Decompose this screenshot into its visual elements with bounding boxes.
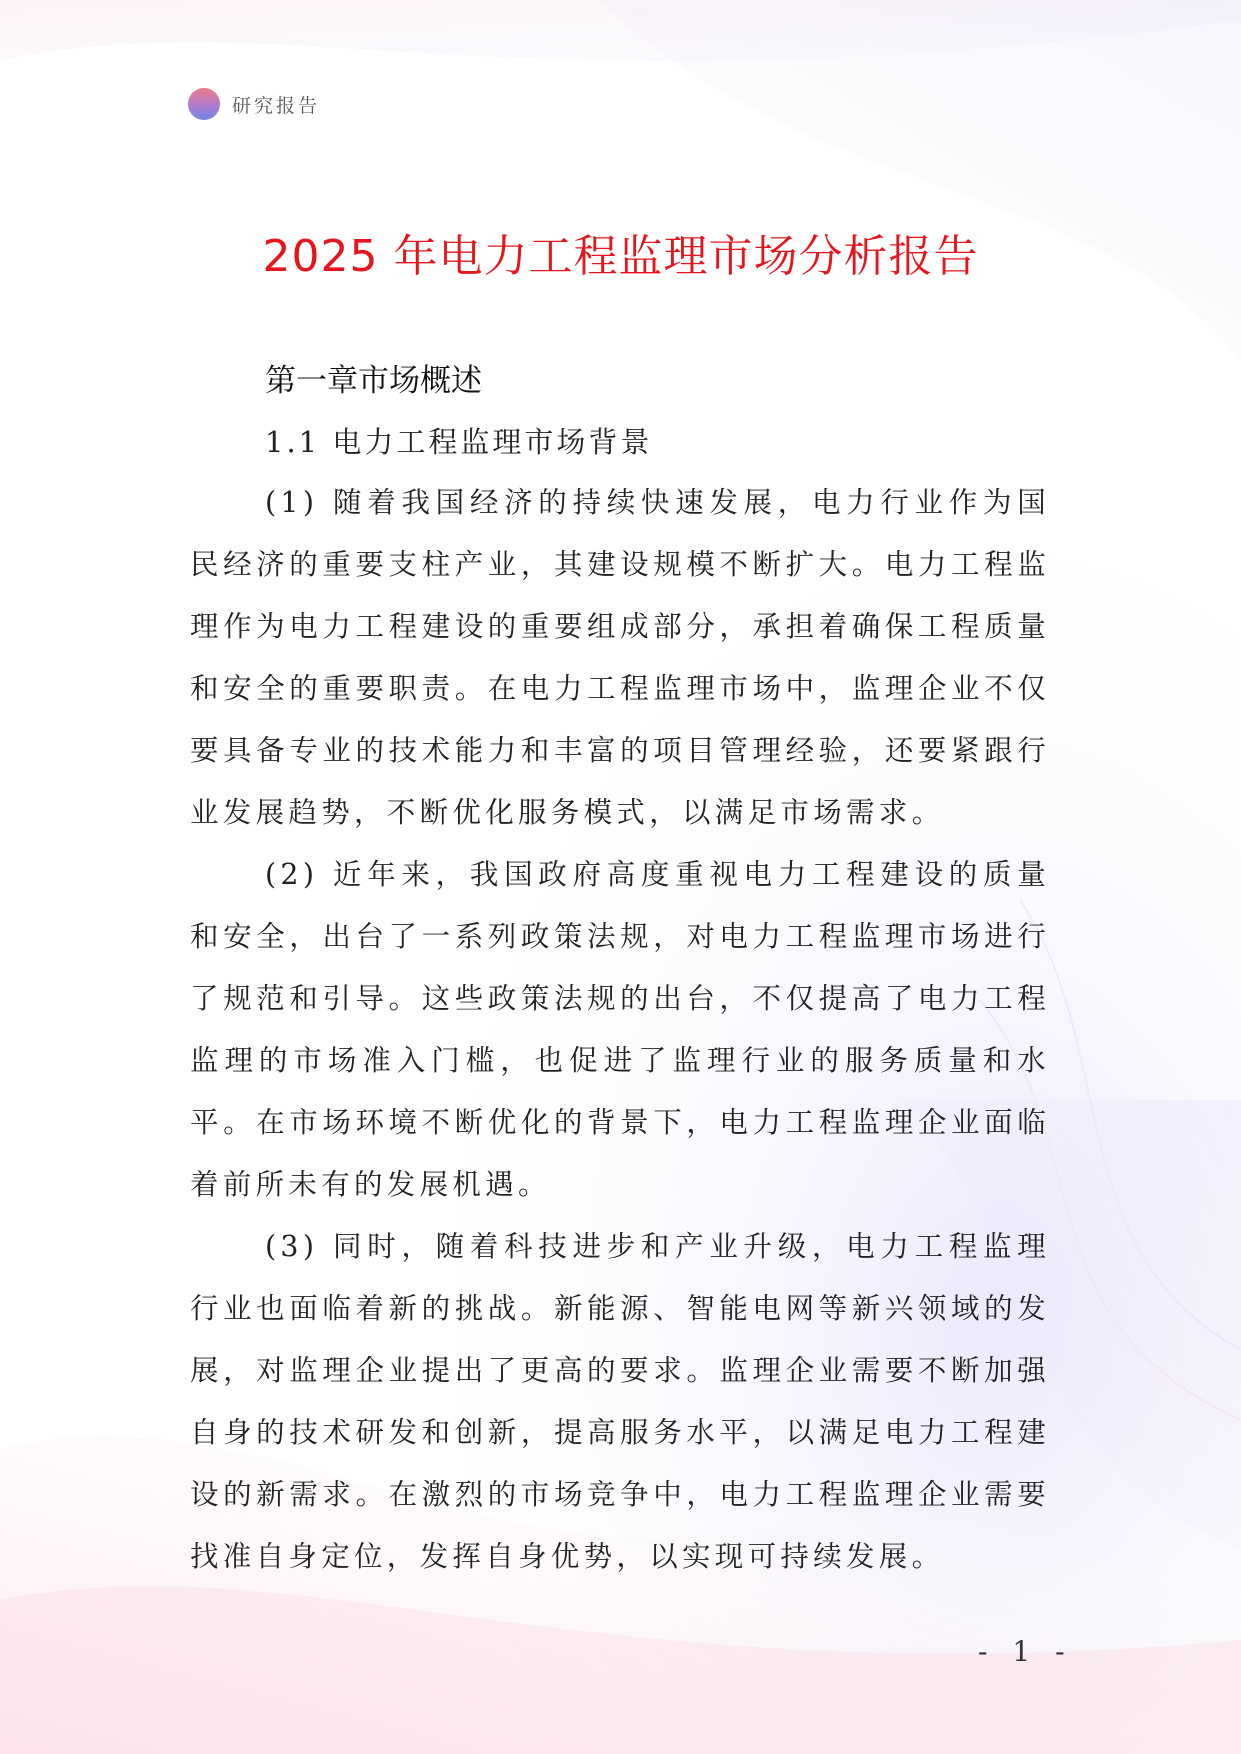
document-title: 2025 年电力工程监理市场分析报告 <box>262 231 979 282</box>
report-header <box>188 88 320 120</box>
paragraph: (3) 同时，随着科技进步和产业升级，电力工程监理行业也面临着新的挑战。新能源、智能电网等新兴领域的发展，对监理企业提出了更高的要求。监理企业需要不断加强自身的技术研发和创新，提高服务水平，以满足电力工程建设的新需求。在激烈的市场竞争中，电力工程监理企业需要找准自身定位，发挥自身优势，以实现可持续发展。 <box>190 1230 1050 1573</box>
header-label: 研究报告 <box>232 94 321 117</box>
document-body <box>190 350 1050 1588</box>
paragraph: (2) 近年来，我国政府高度重视电力工程建设的质量和安全，出台了一系列政策法规，对电力工程监理市场进行了规范和引导。这些政策法规的出台，不仅提高了电力工程监理的市场准入门槛，也促进了监理行业的服务质量和水平。在市场环境不断优化的背景下，电力工程监理企业面临着前所未有的发展机遇。 <box>190 858 1050 1201</box>
paragraph: (1) 随着我国经济的持续快速发展，电力行业作为国民经济的重要支柱产业，其建设规模不断扩大。电力工程监理作为电力工程建设的重要组成部分，承担着确保工程质量和安全的重要职责。在电力工程监理市场中，监理企业不仅要具备专业的技术能力和丰富的项目管理经验，还要紧跟行业发展趋势，不断优化服务模式，以满足市场需求。 <box>190 486 1050 829</box>
page-number: - 1 - <box>978 1635 1073 1668</box>
section-heading: 1.1 电力工程监理市场背景 <box>265 425 653 459</box>
logo-circle-icon <box>188 88 220 120</box>
chapter-heading: 第一章市场概述 <box>265 363 482 399</box>
